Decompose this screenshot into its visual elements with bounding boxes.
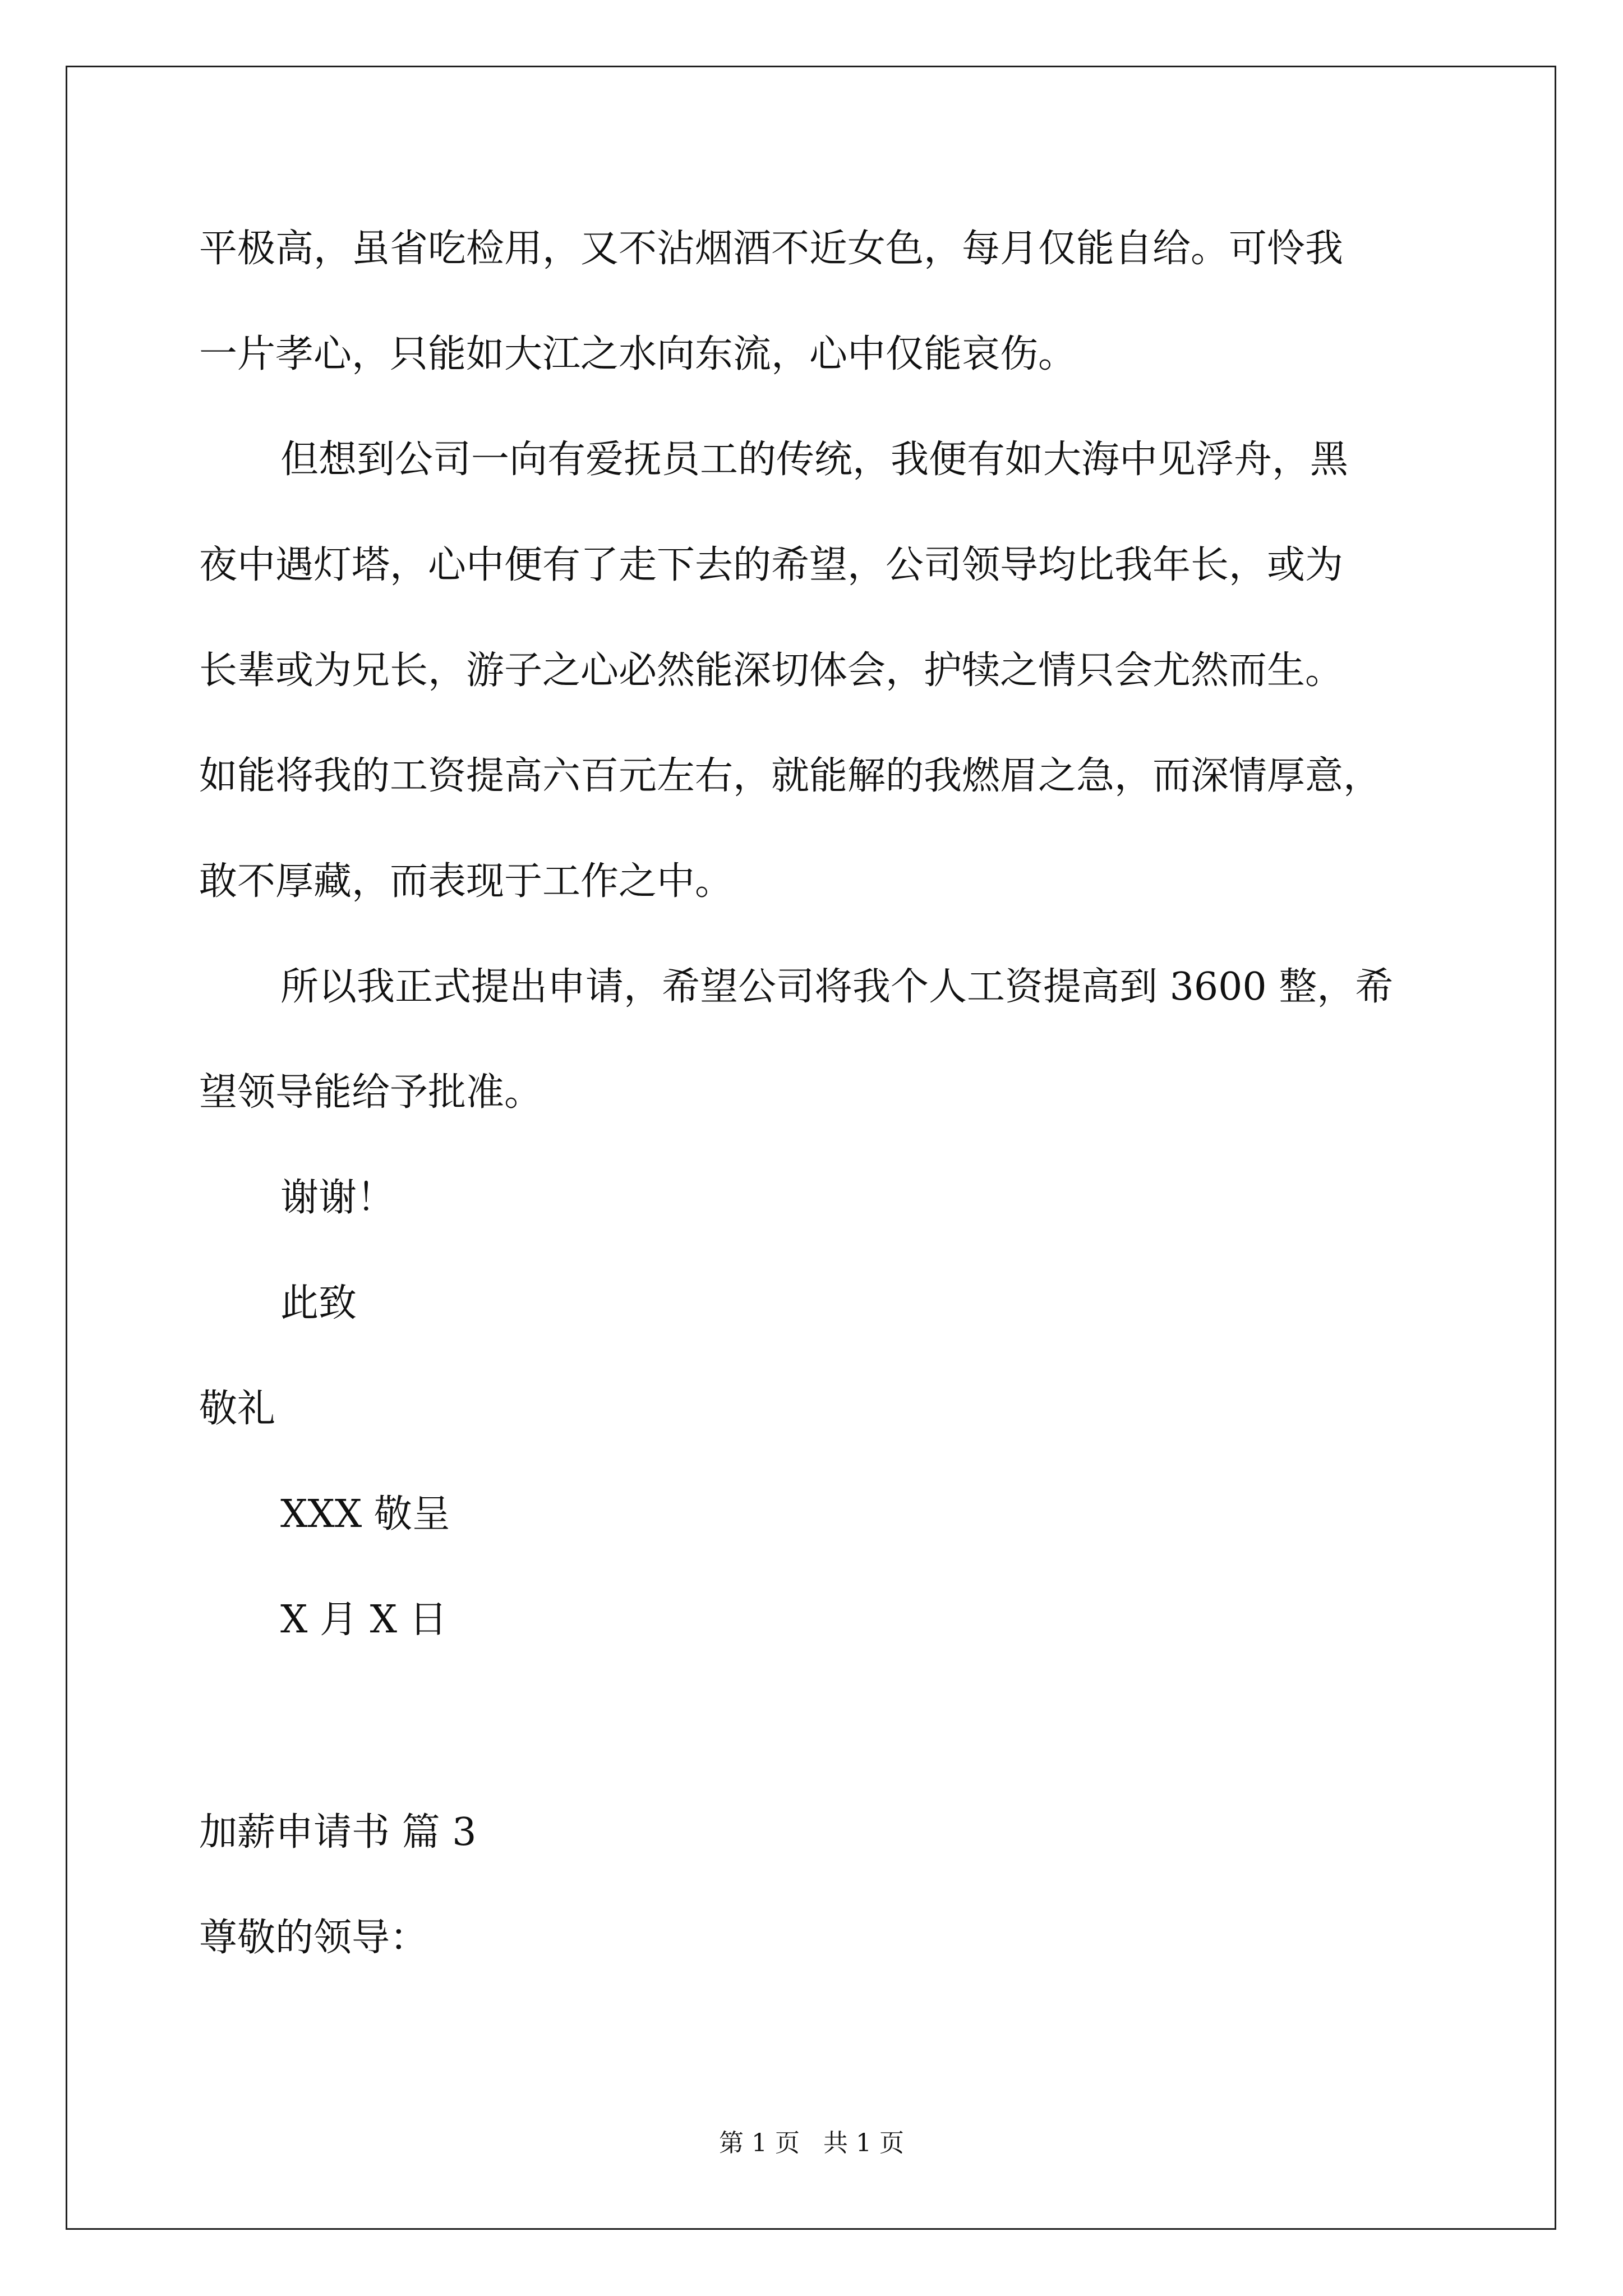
section-heading: 加薪申请书 篇 3	[199, 1810, 477, 1855]
body-line-6: 如能将我的工资提高六百元左右，就能解的我燃眉之急，而深情厚意，	[199, 754, 1382, 798]
date-line: X 月 X 日	[280, 1598, 448, 1642]
body-line-7: 敢不厚藏，而表现于工作之中。	[199, 859, 734, 904]
thanks-line: 谢谢！	[280, 1176, 395, 1220]
body-line-9: 望领导能给予批准。	[199, 1070, 543, 1115]
page-border	[66, 66, 1556, 2230]
closing-line: 此致	[280, 1281, 357, 1326]
body-line-1: 平极高，虽省吃检用，又不沾烟酒不近女色，每月仅能自给。可怜我	[199, 227, 1344, 271]
body-line-3: 但想到公司一向有爱抚员工的传统，我便有如大海中见浮舟，黑	[280, 438, 1349, 482]
salute-line: 敬礼	[199, 1387, 276, 1431]
body-line-5: 长辈或为兄长，游子之心必然能深切体会，护犊之情只会尤然而生。	[199, 648, 1344, 693]
body-line-4: 夜中遇灯塔，心中便有了走下去的希望，公司领导均比我年长，或为	[199, 543, 1344, 587]
page-footer: 第 1 页 共 1 页	[719, 2129, 904, 2157]
body-line-2: 一片孝心，只能如大江之水向东流，心中仅能哀伤。	[199, 332, 1077, 376]
greeting-line: 尊敬的领导：	[199, 1916, 428, 1960]
body-line-8: 所以我正式提出申请，希望公司将我个人工资提高到 3600 整，希	[280, 965, 1394, 1009]
signature-line: XXX 敬呈	[280, 1492, 450, 1536]
